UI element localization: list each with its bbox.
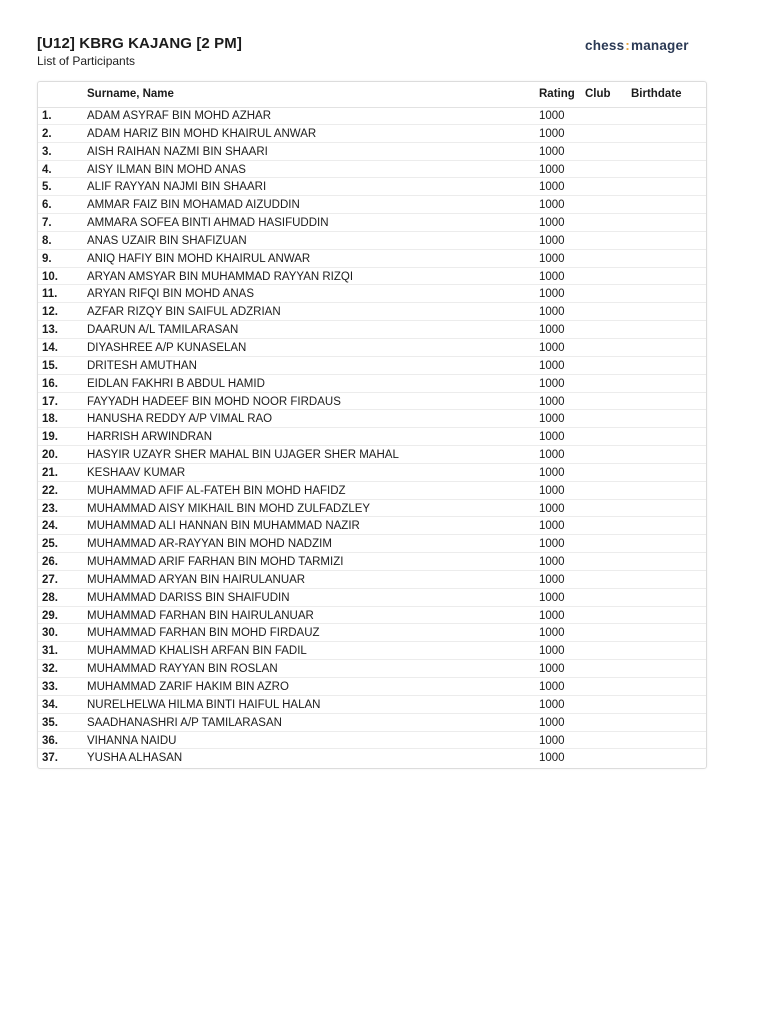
participant-rating: 1000 — [539, 449, 565, 462]
participant-rating: 1000 — [539, 252, 565, 265]
participants-table — [37, 81, 707, 769]
participant-rating: 1000 — [539, 681, 565, 693]
row-number: 34. — [42, 698, 58, 711]
column-header-club: Club — [585, 88, 611, 100]
participant-rating: 1000 — [539, 556, 565, 569]
participant-rating: 1000 — [539, 627, 565, 640]
participant-rating: 1000 — [539, 431, 565, 444]
row-number: 14. — [42, 341, 58, 354]
table-row — [38, 535, 706, 553]
row-number: 3. — [42, 145, 52, 158]
participant-name: ARYAN AMSYAR BIN MUHAMMAD RAYYAN RIZQI — [87, 270, 354, 283]
participant-name: ANAS UZAIR BIN SHAFIZUAN — [87, 234, 247, 247]
row-number: 31. — [42, 645, 58, 658]
table-row — [38, 589, 706, 607]
participant-rating: 1000 — [539, 127, 565, 140]
participant-name: MUHAMMAD FARHAN BIN HAIRULANUAR — [87, 609, 314, 622]
table-row — [38, 696, 706, 714]
participant-rating: 1000 — [539, 110, 565, 122]
participant-rating: 1000 — [539, 484, 565, 497]
row-number: 26. — [42, 556, 58, 569]
participant-name: MUHAMMAD AISY MIKHAIL BIN MOHD ZULFADZLEY — [87, 502, 371, 515]
table-row — [38, 678, 706, 696]
participant-name: MUHAMMAD ARIF FARHAN BIN MOHD TARMIZI — [87, 556, 344, 569]
row-number: 21. — [42, 466, 58, 479]
page-subtitle: List of Participants — [37, 54, 136, 68]
row-number: 4. — [42, 163, 52, 176]
participant-name: MUHAMMAD ALI HANNAN BIN MUHAMMAD NAZIR — [87, 520, 360, 533]
table-row — [38, 125, 706, 143]
participant-name: AZFAR RIZQY BIN SAIFUL ADZRIAN — [87, 306, 281, 319]
row-number: 10. — [42, 270, 58, 283]
participant-name: HARRISH ARWINDRAN — [87, 431, 213, 444]
row-number: 23. — [42, 502, 58, 515]
participant-rating: 1000 — [539, 163, 565, 176]
participant-rating: 1000 — [539, 234, 565, 247]
participant-name: DRITESH AMUTHAN — [87, 359, 197, 372]
row-number: 15. — [42, 359, 58, 372]
participant-name: HANUSHA REDDY A/P VIMAL RAO — [87, 413, 273, 426]
participant-rating: 1000 — [539, 199, 565, 212]
participant-name: AMMAR FAIZ BIN MOHAMAD AIZUDDIN — [87, 199, 300, 212]
table-row — [38, 446, 706, 464]
participant-name: ADAM ASYRAF BIN MOHD AZHAR — [87, 110, 272, 122]
row-number: 25. — [42, 538, 58, 551]
participant-name: VIHANNA NAIDU — [87, 734, 177, 747]
table-row — [38, 178, 706, 196]
participant-name: HASYIR UZAYR SHER MAHAL BIN UJAGER SHER MAHAL — [87, 449, 399, 462]
participant-name: AISH RAIHAN NAZMI BIN SHAARI — [87, 145, 268, 158]
participant-rating: 1000 — [539, 341, 565, 354]
row-number: 30. — [42, 627, 58, 640]
participant-rating: 1000 — [539, 520, 565, 533]
row-number: 20. — [42, 449, 58, 462]
table-row — [38, 571, 706, 589]
table-row — [38, 624, 706, 642]
table-row — [38, 321, 706, 339]
row-number: 22. — [42, 484, 58, 497]
table-row — [38, 500, 706, 518]
participant-rating: 1000 — [539, 217, 565, 230]
row-number: 12. — [42, 306, 58, 319]
row-number: 9. — [42, 252, 52, 265]
participant-rating: 1000 — [539, 466, 565, 479]
participant-name: MUHAMMAD RAYYAN BIN ROSLAN — [87, 663, 278, 676]
table-row — [38, 303, 706, 321]
column-header-name: Surname, Name — [87, 88, 174, 100]
participant-rating: 1000 — [539, 502, 565, 515]
participant-rating: 1000 — [539, 538, 565, 551]
table-row — [38, 749, 706, 767]
table-row — [38, 196, 706, 214]
participant-rating: 1000 — [539, 663, 565, 676]
row-number: 2. — [42, 127, 52, 140]
table-row — [38, 714, 706, 732]
table-row — [38, 553, 706, 571]
participant-name: DIYASHREE A/P KUNASELAN — [87, 341, 247, 354]
participant-name: ADAM HARIZ BIN MOHD KHAIRUL ANWAR — [87, 127, 317, 140]
logo-text-chess: chess — [585, 38, 625, 53]
row-number: 17. — [42, 395, 58, 408]
row-number: 1. — [42, 110, 52, 122]
row-number: 7. — [42, 217, 52, 230]
table-row — [38, 642, 706, 660]
table-row — [38, 268, 706, 286]
logo-separator: : — [625, 38, 630, 53]
participant-name: DAARUN A/L TAMILARASAN — [87, 324, 239, 337]
participant-name: MUHAMMAD FARHAN BIN MOHD FIRDAUZ — [87, 627, 320, 640]
table-row — [38, 428, 706, 446]
table-row — [38, 660, 706, 678]
row-number: 13. — [42, 324, 58, 337]
participant-rating: 1000 — [539, 359, 565, 372]
row-number: 27. — [42, 573, 58, 586]
table-row — [38, 161, 706, 179]
row-number: 19. — [42, 431, 58, 444]
table-row — [38, 393, 706, 411]
column-header-rating: Rating — [539, 88, 575, 100]
participant-rating: 1000 — [539, 716, 565, 729]
row-number: 28. — [42, 591, 58, 604]
participant-rating: 1000 — [539, 591, 565, 604]
participant-name: FAYYADH HADEEF BIN MOHD NOOR FIRDAUS — [87, 395, 341, 408]
participant-name: MUHAMMAD ARYAN BIN HAIRULANUAR — [87, 573, 306, 586]
participant-name: SAADHANASHRI A/P TAMILARASAN — [87, 716, 282, 729]
participant-rating: 1000 — [539, 609, 565, 622]
logo-text-manager: manager — [630, 38, 689, 53]
row-number: 11. — [42, 288, 58, 301]
row-number: 32. — [42, 663, 58, 676]
participant-name: MUHAMMAD DARISS BIN SHAIFUDIN — [87, 591, 290, 604]
row-number: 33. — [42, 681, 58, 693]
table-row — [38, 464, 706, 482]
participant-rating: 1000 — [539, 752, 565, 765]
row-number: 36. — [42, 734, 58, 747]
row-number: 5. — [42, 181, 52, 194]
table-row — [38, 250, 706, 268]
participant-name: YUSHA ALHASAN — [87, 752, 183, 765]
participant-rating: 1000 — [539, 270, 565, 283]
participant-rating: 1000 — [539, 645, 565, 658]
participant-name: AMMARA SOFEA BINTI AHMAD HASIFUDDIN — [87, 217, 329, 230]
table-row — [38, 607, 706, 625]
row-number: 18. — [42, 413, 58, 426]
table-row — [38, 285, 706, 303]
participant-rating: 1000 — [539, 698, 565, 711]
table-row — [38, 232, 706, 250]
row-number: 8. — [42, 234, 52, 247]
row-number: 24. — [42, 520, 58, 533]
participant-name: KESHAAV KUMAR — [87, 466, 186, 479]
participant-rating: 1000 — [539, 181, 565, 194]
table-row — [38, 517, 706, 535]
table-row — [38, 143, 706, 161]
table-row — [38, 339, 706, 357]
participant-rating: 1000 — [539, 573, 565, 586]
page-title: [U12] KBRG KAJANG [2 PM] — [37, 35, 242, 52]
participant-name: NURELHELWA HILMA BINTI HAIFUL HALAN — [87, 698, 321, 711]
participant-rating: 1000 — [539, 734, 565, 747]
participant-rating: 1000 — [539, 288, 565, 301]
table-row — [38, 107, 706, 125]
participant-name: MUHAMMAD AFIF AL-FATEH BIN MOHD HAFIDZ — [87, 484, 346, 497]
participant-rating: 1000 — [539, 324, 565, 337]
participant-name: MUHAMMAD AR-RAYYAN BIN MOHD NADZIM — [87, 538, 332, 551]
table-row — [38, 482, 706, 500]
table-row — [38, 732, 706, 750]
participant-rating: 1000 — [539, 306, 565, 319]
column-header-birthdate: Birthdate — [631, 88, 682, 100]
table-row — [38, 357, 706, 375]
chessmanager-logo — [585, 38, 689, 53]
participant-name: MUHAMMAD KHALISH ARFAN BIN FADIL — [87, 645, 307, 658]
row-number: 16. — [42, 377, 58, 390]
participant-name: ALIF RAYYAN NAJMI BIN SHAARI — [87, 181, 267, 194]
participant-name: EIDLAN FAKHRI B ABDUL HAMID — [87, 377, 265, 390]
table-row — [38, 410, 706, 428]
participant-rating: 1000 — [539, 395, 565, 408]
participant-name: ARYAN RIFQI BIN MOHD ANAS — [87, 288, 254, 301]
participant-name: AISY ILMAN BIN MOHD ANAS — [87, 163, 246, 176]
participant-rating: 1000 — [539, 145, 565, 158]
row-number: 35. — [42, 716, 58, 729]
row-number: 6. — [42, 199, 52, 212]
participant-name: ANIQ HAFIY BIN MOHD KHAIRUL ANWAR — [87, 252, 311, 265]
table-row — [38, 214, 706, 232]
row-number: 29. — [42, 609, 58, 622]
table-row — [38, 375, 706, 393]
row-number: 37. — [42, 752, 58, 765]
participant-rating: 1000 — [539, 413, 565, 426]
table-body — [38, 107, 706, 767]
page-header — [37, 34, 242, 68]
participant-rating: 1000 — [539, 377, 565, 390]
participant-name: MUHAMMAD ZARIF HAKIM BIN AZRO — [87, 681, 289, 693]
table-header — [38, 82, 706, 108]
